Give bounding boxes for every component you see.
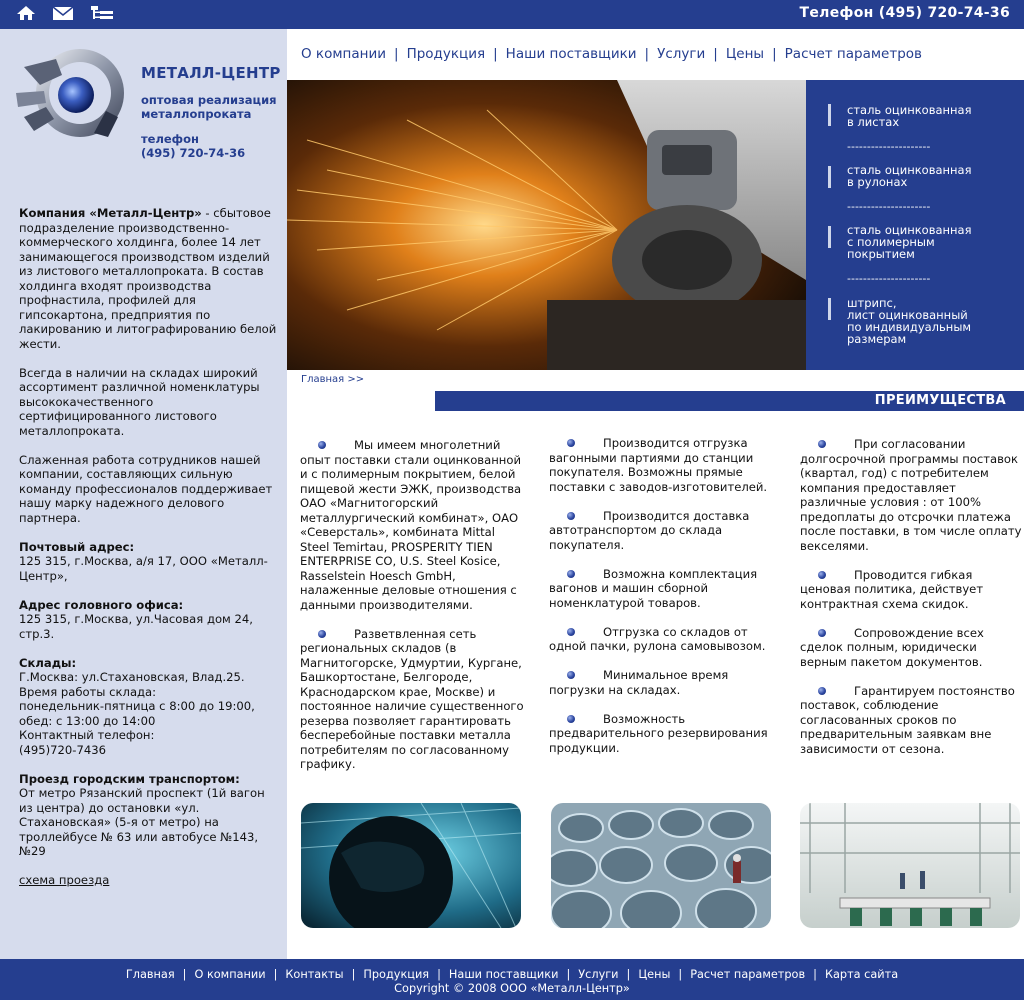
sidebar-item-line: лист оцинкованный (847, 308, 968, 322)
footer-link-services[interactable]: Услуги (578, 968, 619, 981)
advantage-item (549, 436, 775, 494)
company-info (19, 206, 281, 902)
footer-nav (0, 968, 1024, 981)
transport-text: От метро Рязанский проспект (1й вагон из центра) до остановки «ул. Стахановская» (5-я от метро) на троллейбусе № 63 или автобусе №143, №29 (19, 786, 265, 858)
sidebar-item-line: сталь оцинкованная (847, 223, 972, 237)
photo-globe (301, 803, 521, 928)
advantages-column-1 (300, 438, 525, 786)
brand-block (141, 64, 281, 160)
postal-address (19, 540, 281, 584)
brand-tagline-line: оптовая реализация (141, 93, 277, 107)
sidebar-marker (828, 298, 831, 320)
sidebar-item-line: сталь оцинкованная (847, 163, 972, 177)
stock-text: Всегда в наличии на складах широкий ассортимент различной номенклатуры высококачественного сертифицированного листового металлопроката. (19, 365, 260, 438)
sidebar-item-line: размерам (847, 332, 907, 346)
advantage-text: Возможна комплектация вагонов и машин сборной номенклатурой товаров. (549, 566, 758, 610)
postal-text: 125 315, г.Москва, а/я 17, ООО «Металл-Центр», (19, 554, 268, 583)
map-link[interactable]: схема проезда (19, 873, 110, 887)
sitemap-icon[interactable] (90, 5, 114, 25)
sidebar-divider: --------------------- (847, 272, 931, 285)
office-text: 125 315, г.Москва, ул.Часовая дом 24, стр.3. (19, 612, 253, 641)
bullet-icon (818, 629, 826, 637)
sidebar-item-line: в листах (847, 115, 900, 129)
company-logo[interactable] (10, 45, 130, 140)
nav-separator: | (644, 46, 650, 62)
advantage-text: Минимальное время погрузки на складах. (549, 668, 729, 697)
footer-link-contacts[interactable]: Контакты (285, 968, 344, 981)
office-address (19, 598, 281, 642)
warehouse-line: понедельник-пятница с 8:00 до 19:00, (19, 699, 255, 713)
breadcrumb[interactable]: Главная >> (301, 374, 365, 385)
advantage-text: Возможность предварительного резервирования продукции. (549, 711, 768, 755)
sidebar-item-line: штрипс, (847, 296, 897, 310)
footer-link-suppliers[interactable]: Наши поставщики (448, 968, 559, 981)
sidebar-item-line: покрытием (847, 247, 915, 261)
advantage-item (800, 626, 1022, 670)
advantage-item (549, 625, 775, 654)
home-icon[interactable] (16, 5, 36, 25)
footer-separator: | (273, 968, 278, 981)
footer-link-sitemap[interactable]: Карта сайта (824, 968, 899, 981)
sidebar-item-line: сталь оцинкованная (847, 103, 972, 117)
advantage-item (800, 684, 1022, 757)
advantage-item (800, 568, 1022, 612)
footer-separator: | (678, 968, 683, 981)
photo-office-hall (800, 803, 1020, 928)
advantage-item (300, 438, 525, 612)
footer-link-home[interactable]: Главная (125, 968, 175, 981)
advantage-item (549, 567, 775, 611)
advantage-text: Сопровождение всех сделок полным, юридически верным пакетом документов. (800, 625, 984, 669)
nav-separator: | (493, 46, 498, 62)
brand-phone-number: (495) 720-74-36 (141, 146, 246, 160)
bullet-icon (567, 439, 575, 447)
advantage-text: Отгрузка со складов от одной пачки, рулона самовывозом. (549, 624, 766, 653)
bullet-icon (818, 687, 826, 695)
footer-link-prices[interactable]: Цены (638, 968, 671, 981)
sidebar-marker (828, 104, 831, 126)
brand-phone-label: телефон (141, 132, 199, 146)
advantage-text: Производится доставка автотранспортом до склада покупателя. (549, 508, 750, 552)
warehouse-line: обед: с 13:00 до 14:00 (19, 713, 156, 728)
hero-image-grinder-sparks (287, 80, 806, 370)
bullet-icon (318, 630, 326, 638)
brand-tagline-line: металлопроката (141, 107, 252, 121)
warehouses (19, 656, 281, 758)
footer-separator: | (626, 968, 631, 981)
sidebar-item-galvanized-sheets[interactable] (847, 104, 1017, 128)
sidebar-item-strips[interactable] (847, 297, 1017, 345)
footer-separator: | (437, 968, 441, 981)
main-nav (301, 46, 922, 62)
warehouse-line: (495)720-7436 (19, 742, 106, 757)
top-bar (0, 0, 1024, 29)
bullet-icon (567, 512, 575, 520)
warehouse-line: Г.Москва: ул.Стахановская, Влад.25. (19, 670, 245, 684)
advantage-text: Проводится гибкая ценовая политика, действует контрактная схема скидок. (800, 567, 984, 611)
company-name: Компания «Металл-Центр» (19, 206, 202, 220)
advantages-title: ПРЕИМУЩЕСТВА (435, 391, 1024, 411)
nav-separator: | (772, 46, 777, 62)
nav-item-about[interactable]: О компании (301, 46, 386, 62)
bullet-icon (567, 570, 575, 578)
warehouse-line: Время работы склада: (19, 684, 157, 699)
transport-title: Проезд городским транспортом: (19, 771, 240, 786)
nav-item-calculation[interactable]: Расчет параметров (784, 46, 923, 62)
postal-title: Почтовый адрес: (19, 539, 135, 554)
sidebar-divider: --------------------- (847, 200, 931, 213)
advantage-item (549, 668, 775, 697)
sidebar-marker (828, 226, 831, 248)
advantage-text: Разветвленная сеть региональных складов (в Магнитогорске, Удмуртии, Кургане, Башкортостане, Белгороде, Краснодарском крае, Москве) и постоянное наличие существенного резерва позволяет гарантировать бесперебойные поставки металла потребителям по согласованному графику. (300, 626, 524, 771)
nav-item-services[interactable]: Услуги (657, 46, 706, 62)
footer (0, 959, 1024, 1000)
advantage-item (549, 712, 775, 756)
warehouse-title: Склады: (19, 655, 77, 670)
footer-separator: | (566, 968, 571, 981)
footer-separator: | (351, 968, 356, 981)
footer-link-about[interactable]: О компании (194, 968, 266, 981)
nav-item-prices[interactable]: Цены (725, 46, 765, 62)
advantage-text: При согласовании долгосрочной программы поставок (квартал, год) с потребителем компания предоставляет различные условия : от 100% предоплаты до отсрочки платежа после поставки, в том числе оплату векселями. (800, 437, 1022, 553)
mail-icon[interactable] (52, 5, 74, 25)
footer-link-products[interactable]: Продукция (363, 968, 430, 981)
nav-item-products[interactable]: Продукция (406, 46, 486, 62)
sidebar-item-line: в рулонах (847, 175, 908, 189)
brand-tagline (141, 93, 281, 121)
company-description (19, 206, 281, 351)
transport (19, 772, 281, 859)
advantage-text: Производится отгрузка вагонными партиями до станции покупателя. Возможны прямые поставки с заводов-изготовителей. (549, 436, 768, 494)
brand-phone (141, 132, 281, 160)
sidebar-divider: --------------------- (847, 140, 931, 153)
advantage-text: Мы имеем многолетний опыт поставки стали оцинкованной и с полимерным покрытием, белой пищевой жести ЭЖК, производства ОАО «Магнитогорский металлургический комбинат», ОАО «Северсталь», комбината Mittal Steel Temirtau, PROSPERITY TIEN ENTERPRISE CO, U.S. Steel Kosice, Rasselstein Hoesch GmbH, налаженные деловые отношения с данными производителями. (300, 438, 522, 612)
photo-steel-coils (551, 803, 771, 928)
sidebar-item-line: по индивидуальным (847, 320, 972, 334)
sidebar-item-polymer-coated[interactable] (847, 224, 1017, 260)
team-text: Слаженная работа сотрудников нашей компании, составляющих сильную команду профессионалов поддерживает нашу марку надежного делового партнера. (19, 452, 273, 525)
header-phone: Телефон (495) 720-74-36 (799, 5, 1010, 21)
advantage-item (549, 509, 775, 553)
footer-separator: | (813, 968, 817, 981)
sidebar-item-line: с полимерным (847, 235, 935, 249)
advantage-item (300, 627, 525, 772)
advantage-item (800, 437, 1022, 553)
bullet-icon (567, 671, 575, 679)
advantages-column-3 (800, 437, 1022, 771)
nav-item-suppliers[interactable]: Наши поставщики (505, 46, 637, 62)
company-text: - сбытовое подразделение производственно-коммерческого холдинга, более 14 лет занимающегося производством изделий из листового металлопроката. В состав холдинга входят производства профнастила, профилей для гипсокартона, предприятия по лакированию и литографированию белой жести. (19, 206, 277, 351)
sidebar-item-galvanized-coils[interactable] (847, 164, 1017, 188)
advantage-text: Гарантируем постоянство поставок, соблюдение согласованных сроков по предварительным заявкам вне зависимости от сезона. (800, 683, 1015, 756)
bullet-icon (318, 441, 326, 449)
warehouse-line: Контактный телефон: (19, 728, 155, 742)
copyright: Copyright © 2008 ООО «Металл-Центр» (394, 982, 630, 995)
bullet-icon (567, 628, 575, 636)
office-title: Адрес головного офиса: (19, 597, 184, 612)
nav-separator: | (394, 46, 399, 62)
bullet-icon (818, 440, 826, 448)
footer-link-calculation[interactable]: Расчет параметров (690, 968, 806, 981)
advantages-column-2 (549, 436, 775, 770)
bullet-icon (818, 571, 826, 579)
footer-separator: | (182, 968, 187, 981)
nav-separator: | (713, 46, 718, 62)
sidebar-marker (828, 166, 831, 188)
brand-name[interactable]: МЕТАЛЛ-ЦЕНТР (141, 64, 281, 82)
bullet-icon (567, 715, 575, 723)
